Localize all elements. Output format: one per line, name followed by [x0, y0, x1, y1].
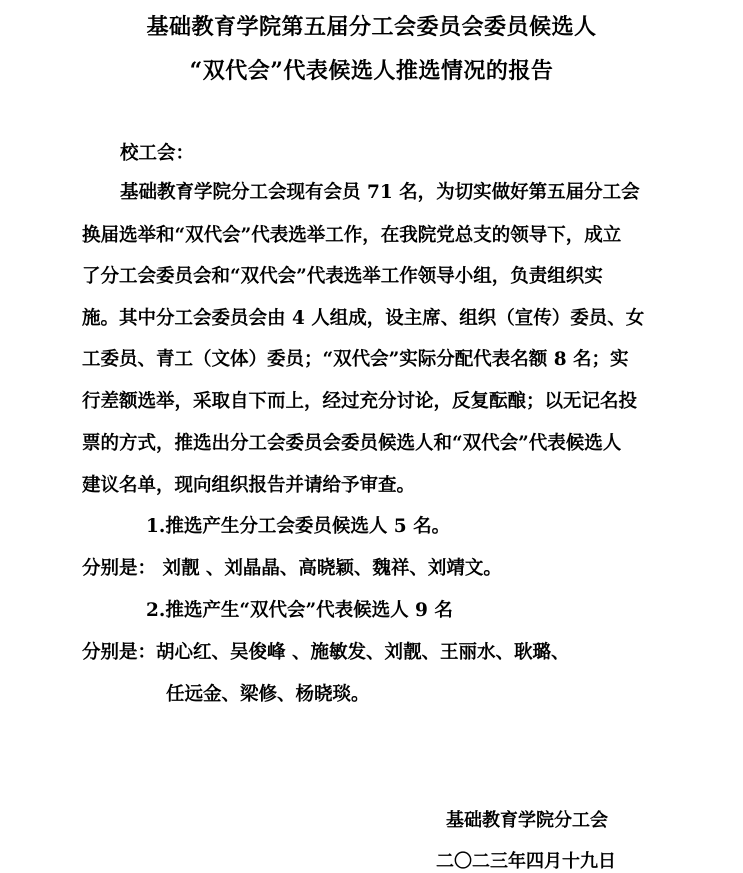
body-line: 了分工会委员会和“双代会”代表选举工作领导小组，负责组织实 — [82, 266, 603, 287]
item-2-heading: 2.推选产生“双代会”代表候选人 9 名 — [146, 600, 453, 621]
salutation: 校工会： — [120, 143, 195, 164]
signature-organization: 基础教育学院分工会 — [446, 810, 608, 831]
item-1-names: 分别是： 刘靓 、刘晶晶、高晓颖、魏祥、刘靖文。 — [82, 558, 502, 579]
body-line: 行差额选举，采取自下而上，经过充分讨论，反复酝酿；以无记名投 — [82, 391, 638, 412]
body-line: 建议名单，现向组织报告并请给予审查。 — [82, 475, 416, 496]
item-1-heading: 1.推选产生分工会委员候选人 5 名。 — [146, 516, 451, 537]
body-line: 工委员、青工（文体）委员；“双代会”实际分配代表名额 8 名；实 — [82, 349, 629, 370]
document-title-line-2: “双代会”代表候选人推选情况的报告 — [189, 58, 554, 84]
body-line: 施。其中分工会委员会由 4 人组成，设主席、组织（宣传）委员、女 — [82, 308, 645, 329]
signature-date: 二〇二三年四月十九日 — [436, 851, 616, 872]
item-2-names-line-1: 分别是：胡心红、吴俊峰 、施敏发、刘靓、王丽水、耿璐、 — [82, 642, 570, 663]
body-line: 换届选举和“双代会”代表选举工作，在我院党总支的领导下，成立 — [82, 225, 622, 246]
body-line: 基础教育学院分工会现有会员 71 名，为切实做好第五届分工会 — [120, 182, 640, 203]
document-title-line-1: 基础教育学院第五届分工会委员会委员候选人 — [146, 14, 597, 40]
item-2-names-line-2: 任远金、梁修、杨晓琰。 — [166, 684, 370, 705]
body-line: 票的方式，推选出分工会委员会委员候选人和“双代会”代表候选人 — [82, 433, 622, 454]
